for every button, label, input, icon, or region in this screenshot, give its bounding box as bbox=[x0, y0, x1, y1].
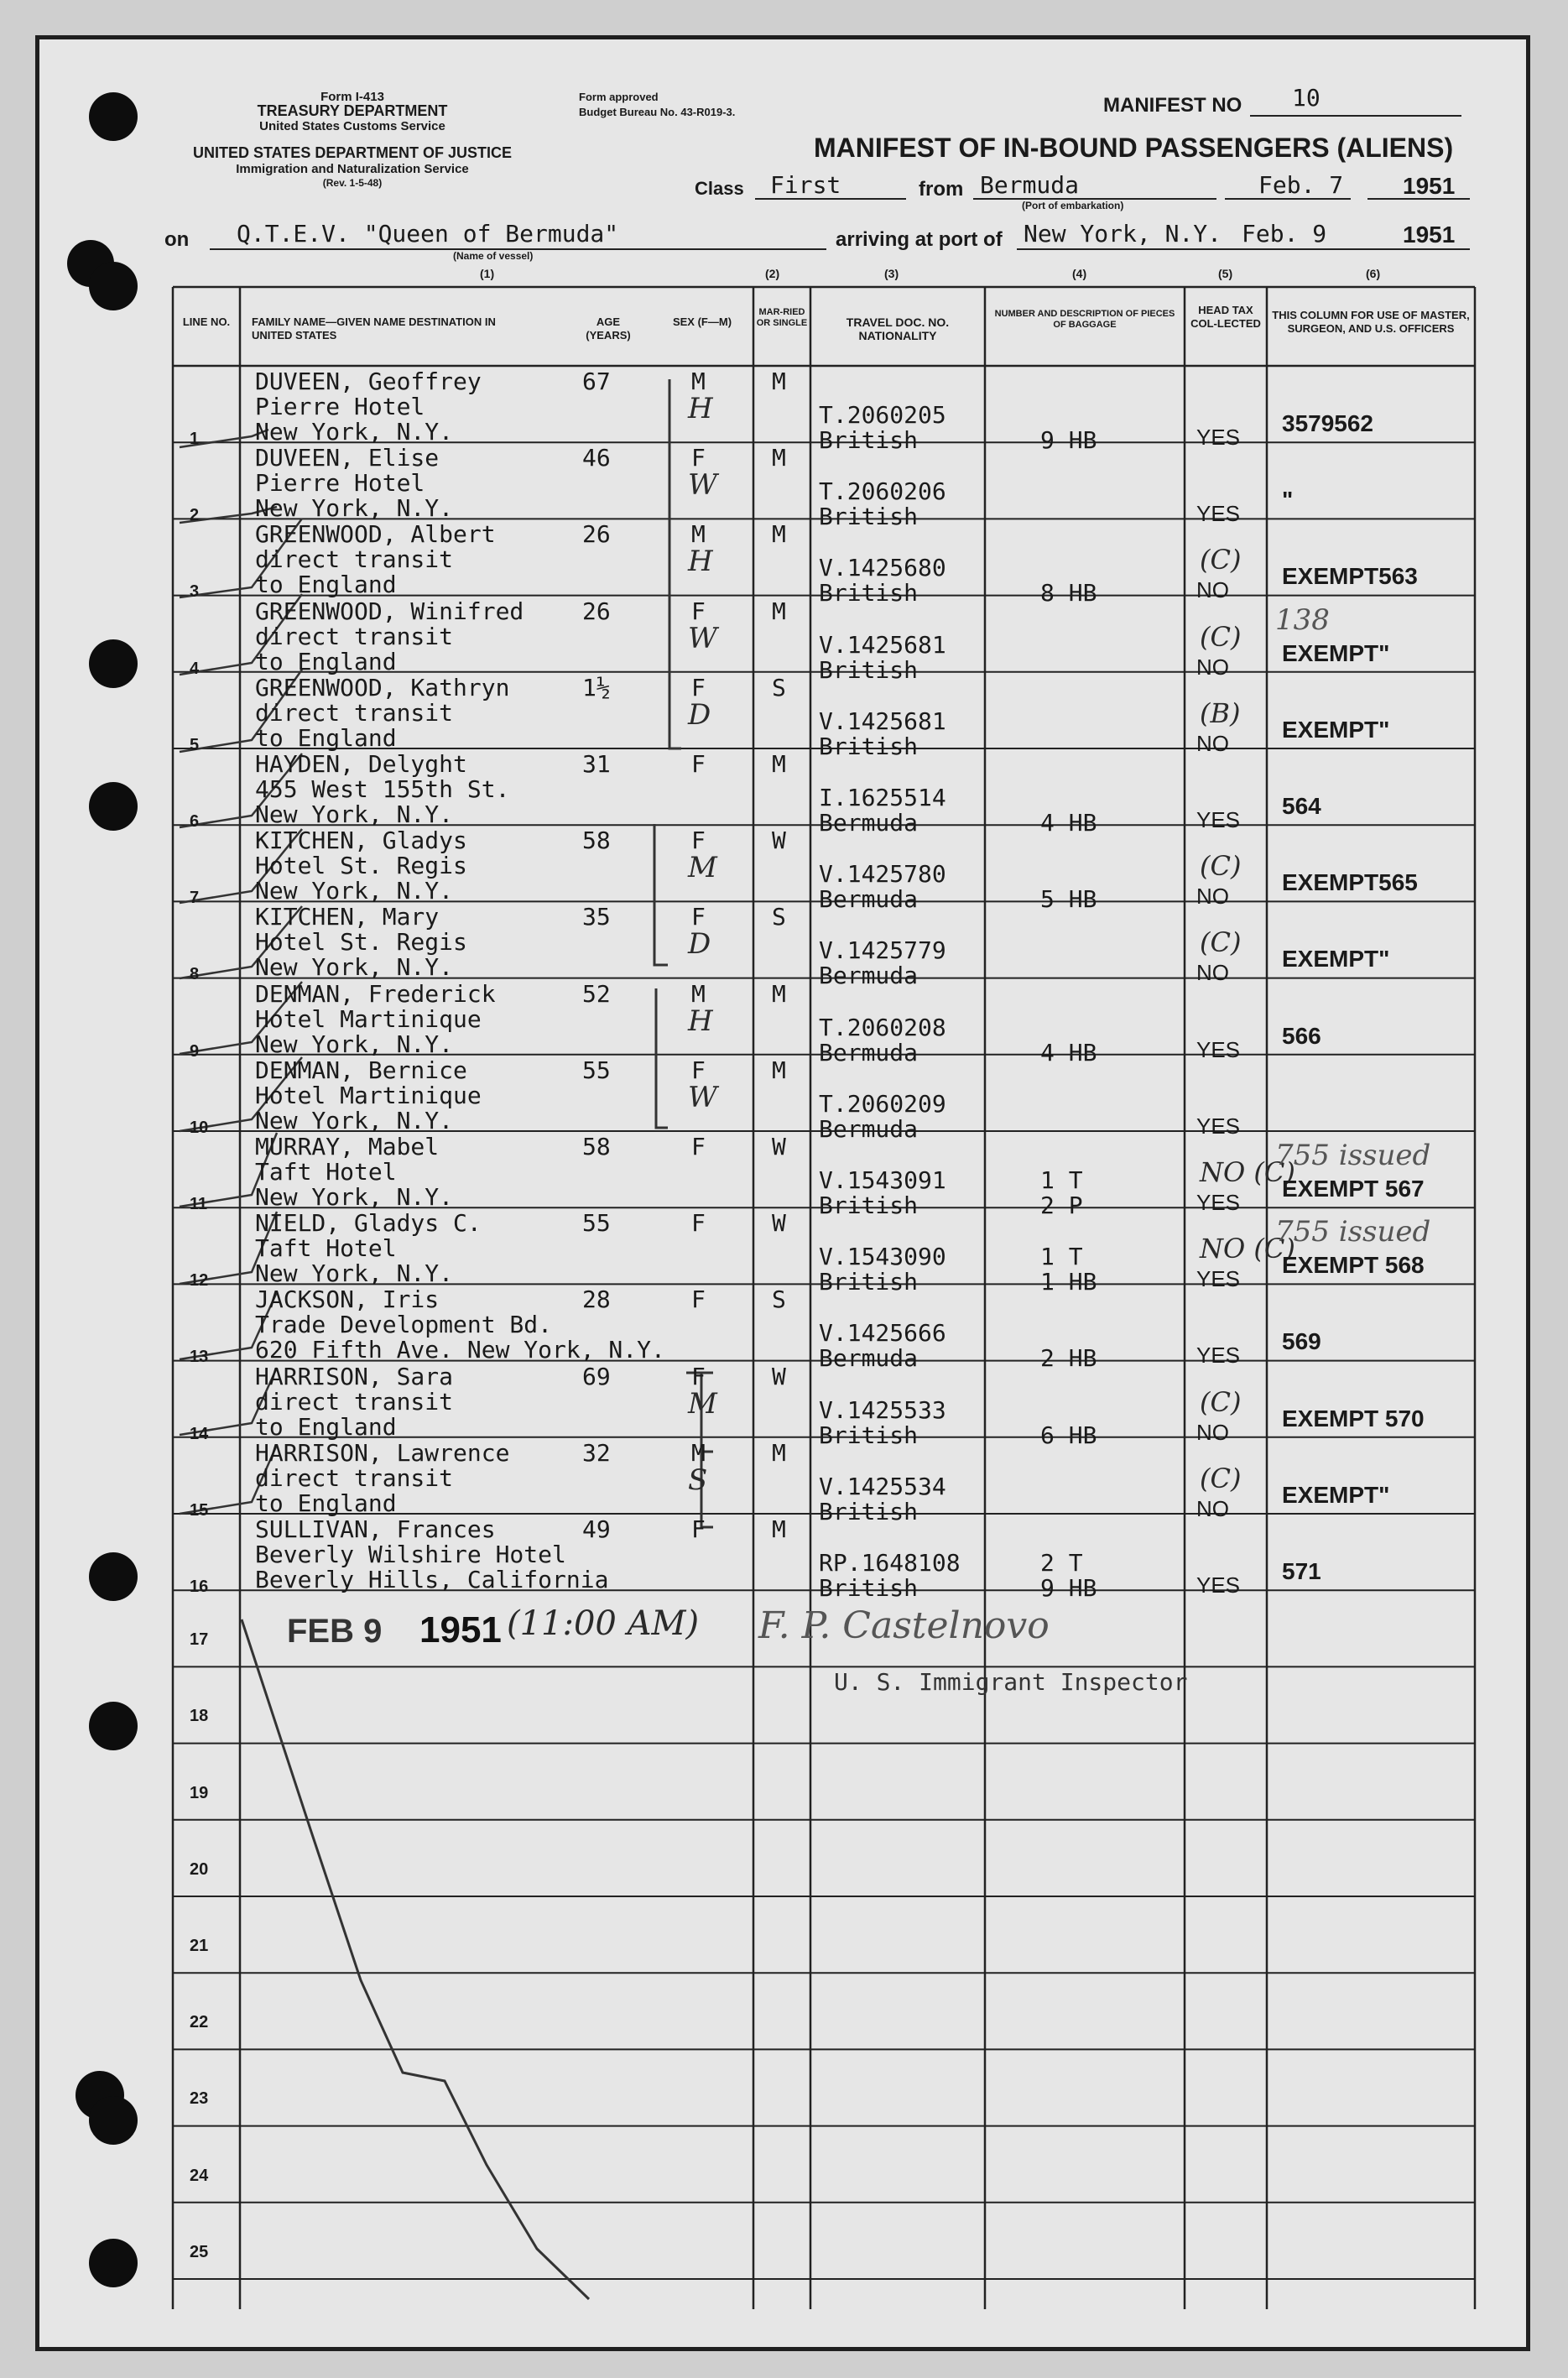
nationality: British bbox=[819, 426, 919, 454]
col-num-5: (5) bbox=[1218, 267, 1233, 280]
col-header-baggage: NUMBER AND DESCRIPTION OF PIECES OF BAGGAGE bbox=[994, 309, 1175, 330]
passenger-age: 1½ bbox=[582, 673, 611, 701]
passenger-sex-annotation: M bbox=[688, 1386, 717, 1421]
passenger-destination-city: New York, N.Y. bbox=[255, 1030, 454, 1058]
empty-line-number: 18 bbox=[190, 1707, 209, 1726]
line-number: 10 bbox=[190, 1118, 209, 1137]
passenger-name: HARRISON, Lawrence bbox=[255, 1438, 510, 1467]
passenger-age: 58 bbox=[582, 1133, 611, 1160]
nationality: Bermuda bbox=[819, 885, 919, 914]
passenger-sex-annotation: W bbox=[688, 621, 717, 655]
revision: (Rev. 1-5-48) bbox=[322, 177, 383, 189]
passenger-name: JACKSON, Iris bbox=[255, 1285, 440, 1314]
head-tax-annotation: (C) bbox=[1200, 1385, 1242, 1418]
travel-doc-number: V.1425681 bbox=[819, 630, 946, 659]
class-value: First bbox=[770, 171, 841, 199]
travel-doc-number: T.2060208 bbox=[819, 1013, 946, 1041]
form-number: Form I-413 bbox=[320, 90, 384, 104]
col-header-name: FAMILY NAME—GIVEN NAME DESTINATION IN UNITED STATES bbox=[252, 316, 496, 342]
passenger-age: 28 bbox=[582, 1285, 611, 1314]
baggage-line-2: 5 HB bbox=[1040, 885, 1097, 914]
head-tax-annotation: (B) bbox=[1200, 696, 1241, 729]
marital-status: M bbox=[772, 597, 786, 625]
empty-line-number: 17 bbox=[190, 1630, 209, 1650]
travel-doc-number: V.1543091 bbox=[819, 1166, 946, 1194]
officer-column-entry: " bbox=[1282, 487, 1294, 514]
marital-status: M bbox=[772, 1438, 786, 1467]
passenger-destination-city: Beverly Hills, California bbox=[255, 1566, 609, 1593]
passenger-sex: F bbox=[691, 827, 706, 855]
head-tax-collected: NO bbox=[1196, 960, 1229, 986]
passenger-sex-annotation: M bbox=[688, 851, 717, 885]
officer-column-entry: 571 bbox=[1282, 1558, 1321, 1584]
head-tax-collected: NO bbox=[1196, 654, 1229, 680]
passenger-name: HAYDEN, Delyght bbox=[255, 750, 467, 778]
passenger-sex-annotation: S bbox=[688, 1463, 708, 1497]
nationality: British bbox=[819, 1574, 919, 1602]
passenger-name: DENMAN, Frederick bbox=[255, 979, 496, 1008]
passenger-destination-city: New York, N.Y. bbox=[255, 1183, 454, 1211]
officer-column-entry: EXEMPT" bbox=[1282, 639, 1390, 666]
baggage-line-2: 8 HB bbox=[1040, 579, 1097, 608]
passenger-age: 55 bbox=[582, 1209, 611, 1238]
baggage-line-2: 6 HB bbox=[1040, 1421, 1097, 1449]
nationality: British bbox=[819, 1421, 919, 1449]
form-approved: Form approved bbox=[579, 91, 659, 103]
officer-column-entry: EXEMPT" bbox=[1282, 716, 1390, 743]
passenger-destination: Pierre Hotel bbox=[255, 393, 425, 420]
class-label: Class bbox=[695, 178, 744, 199]
travel-doc-number: T.2060209 bbox=[819, 1089, 946, 1118]
line-number: 5 bbox=[190, 735, 200, 754]
passenger-sex: F bbox=[691, 1209, 706, 1238]
arrival-date: Feb. 9 bbox=[1242, 220, 1327, 248]
empty-line-number: 22 bbox=[190, 2013, 209, 2032]
head-tax-collected: NO bbox=[1196, 1419, 1229, 1445]
treasury-dept: TREASURY DEPARTMENT bbox=[257, 102, 448, 119]
travel-doc-number: V.1425780 bbox=[819, 860, 946, 889]
marital-status: M bbox=[772, 444, 786, 472]
passenger-sex: F bbox=[691, 1515, 706, 1543]
baggage-line-2: 9 HB bbox=[1040, 1574, 1097, 1602]
col-header-officers: THIS COLUMN FOR USE OF MASTER, SURGEON, AND U.S. OFFICERS bbox=[1272, 309, 1470, 335]
officer-column-entry: EXEMPT" bbox=[1282, 946, 1390, 973]
passenger-name: KITCHEN, Gladys bbox=[255, 827, 467, 855]
nationality: Bermuda bbox=[819, 1038, 919, 1066]
empty-line-number: 20 bbox=[190, 1859, 209, 1879]
passenger-sex: F bbox=[691, 597, 706, 625]
arrival-port: New York, N.Y. bbox=[1024, 220, 1222, 248]
passenger-sex-annotation: D bbox=[688, 697, 711, 732]
baggage-line-1: 2 T bbox=[1040, 1549, 1083, 1577]
depart-year: 1951 bbox=[1403, 173, 1456, 199]
passenger-destination: 455 West 155th St. bbox=[255, 775, 510, 803]
passenger-destination: Hotel Martinique bbox=[255, 1081, 482, 1109]
passenger-sex: F bbox=[691, 1362, 706, 1390]
passenger-sex-annotation: H bbox=[688, 392, 713, 425]
manifest-no-label: MANIFEST NO bbox=[1103, 94, 1242, 117]
line-number: 8 bbox=[190, 965, 200, 984]
officer-note: 138 bbox=[1275, 602, 1330, 637]
passenger-name: HARRISON, Sara bbox=[255, 1362, 454, 1390]
head-tax-collected: YES bbox=[1196, 501, 1241, 527]
passenger-destination-city: to England bbox=[255, 1412, 397, 1441]
nationality: British bbox=[819, 579, 919, 608]
empty-line-number: 23 bbox=[190, 2089, 209, 2109]
passenger-destination-city: New York, N.Y. bbox=[255, 494, 454, 523]
nationality: British bbox=[819, 503, 919, 531]
head-tax-collected: YES bbox=[1196, 1036, 1241, 1062]
justice-dept: UNITED STATES DEPARTMENT OF JUSTICE bbox=[192, 144, 512, 161]
depart-date: Feb. 7 bbox=[1258, 171, 1344, 199]
head-tax-annotation: (C) bbox=[1200, 926, 1242, 959]
col-num-4: (4) bbox=[1072, 267, 1087, 280]
from-label: from bbox=[919, 178, 964, 201]
baggage-line-2: 1 HB bbox=[1040, 1268, 1097, 1296]
passenger-age: 26 bbox=[582, 520, 611, 549]
passenger-destination: direct transit bbox=[255, 622, 454, 650]
head-tax-collected: YES bbox=[1196, 1572, 1241, 1598]
marital-status: M bbox=[772, 979, 786, 1008]
passenger-sex-annotation: H bbox=[688, 545, 713, 579]
empty-line-number: 25 bbox=[190, 2242, 209, 2261]
passenger-destination-city: New York, N.Y. bbox=[255, 418, 454, 446]
line-number: 12 bbox=[190, 1271, 209, 1291]
nationality: British bbox=[819, 732, 919, 760]
passenger-destination: Hotel St. Regis bbox=[255, 852, 467, 880]
passenger-sex: M bbox=[691, 520, 706, 549]
passenger-sex: F bbox=[691, 1133, 706, 1160]
line-number: 9 bbox=[190, 1041, 200, 1061]
marital-status: M bbox=[772, 750, 786, 778]
nationality: British bbox=[819, 1497, 919, 1525]
passenger-sex: F bbox=[691, 750, 706, 778]
travel-doc-number: V.1543090 bbox=[819, 1243, 946, 1271]
baggage-line-2: 2 P bbox=[1040, 1192, 1083, 1219]
passenger-age: 67 bbox=[582, 368, 611, 395]
passenger-age: 31 bbox=[582, 750, 611, 778]
passenger-destination: direct transit bbox=[255, 1387, 454, 1416]
passenger-sex-annotation: W bbox=[688, 1080, 717, 1114]
passenger-name: KITCHEN, Mary bbox=[255, 903, 440, 931]
line-number: 16 bbox=[190, 1578, 209, 1596]
passenger-destination-city: to England bbox=[255, 723, 397, 752]
nationality: British bbox=[819, 655, 919, 684]
nationality: Bermuda bbox=[819, 809, 919, 837]
head-tax-collected: NO bbox=[1196, 884, 1229, 910]
empty-line-number: 24 bbox=[190, 2166, 209, 2185]
passenger-sex-annotation: H bbox=[688, 1004, 713, 1038]
col-num-3: (3) bbox=[884, 267, 899, 280]
passenger-destination: Hotel Martinique bbox=[255, 1004, 482, 1033]
officer-column-entry: EXEMPT563 bbox=[1282, 563, 1418, 590]
passenger-destination: Pierre Hotel bbox=[255, 469, 425, 498]
marital-status: S bbox=[772, 673, 786, 701]
passenger-destination: direct transit bbox=[255, 545, 454, 574]
line-number: 1 bbox=[190, 430, 200, 448]
col-num-1: (1) bbox=[480, 267, 495, 280]
head-tax-collected: NO bbox=[1196, 1495, 1229, 1521]
passenger-sex: M bbox=[691, 368, 706, 395]
head-tax-collected: NO bbox=[1196, 730, 1229, 756]
travel-doc-number: T.2060206 bbox=[819, 477, 946, 506]
officer-column-entry: 564 bbox=[1282, 793, 1321, 819]
passenger-age: 58 bbox=[582, 827, 611, 855]
line-number: 3 bbox=[190, 582, 200, 602]
passenger-age: 69 bbox=[582, 1362, 611, 1390]
head-tax-collected: NO bbox=[1196, 577, 1229, 603]
baggage-line-1: 1 T bbox=[1040, 1243, 1083, 1271]
stamp-time: (11:00 AM) bbox=[507, 1604, 700, 1643]
passenger-name: GREENWOOD, Albert bbox=[255, 520, 496, 549]
line-number: 14 bbox=[190, 1424, 209, 1443]
officer-column-entry: EXEMPT565 bbox=[1282, 869, 1418, 896]
passenger-sex: F bbox=[691, 673, 706, 701]
nationality: Bermuda bbox=[819, 1344, 919, 1373]
marital-status: W bbox=[772, 1362, 786, 1390]
travel-doc-number: T.2060205 bbox=[819, 401, 946, 429]
travel-doc-number: V.1425779 bbox=[819, 936, 946, 965]
nationality: British bbox=[819, 1192, 919, 1219]
passenger-destination-city: to England bbox=[255, 571, 397, 599]
passenger-destination-city: New York, N.Y. bbox=[255, 877, 454, 905]
manifest-no-value: 10 bbox=[1292, 84, 1321, 112]
passenger-sex: F bbox=[691, 444, 706, 472]
marital-status: W bbox=[772, 1209, 786, 1238]
vessel-note: (Name of vessel) bbox=[453, 250, 534, 262]
marital-status: W bbox=[772, 827, 786, 855]
passenger-sex-annotation: W bbox=[688, 468, 717, 503]
inspector-title: U. S. Immigrant Inspector bbox=[834, 1668, 1188, 1696]
baggage-line-1: 1 T bbox=[1040, 1166, 1083, 1194]
officer-note: 755 issued bbox=[1275, 1139, 1431, 1172]
head-tax-annotation: (C) bbox=[1200, 850, 1242, 883]
head-tax-collected: YES bbox=[1196, 1190, 1241, 1215]
line-number: 11 bbox=[190, 1195, 208, 1213]
passenger-age: 46 bbox=[582, 444, 611, 472]
date-stamp-year: 1951 bbox=[419, 1609, 502, 1651]
officer-column-entry: EXEMPT 570 bbox=[1282, 1405, 1425, 1431]
marital-status: W bbox=[772, 1133, 786, 1160]
col-header-line-no: LINE NO. bbox=[182, 316, 231, 328]
head-tax-collected: YES bbox=[1196, 807, 1241, 832]
passenger-age: 35 bbox=[582, 903, 611, 931]
head-tax-collected: YES bbox=[1196, 1266, 1241, 1292]
budget-bureau: Budget Bureau No. 43-R019-3. bbox=[579, 106, 736, 118]
line-number: 15 bbox=[190, 1500, 209, 1520]
nationality: Bermuda bbox=[819, 962, 919, 990]
empty-line-number: 19 bbox=[190, 1783, 209, 1802]
passenger-name: DUVEEN, Geoffrey bbox=[255, 368, 482, 395]
passenger-destination: Trade Development Bd. bbox=[255, 1311, 553, 1339]
col-header-married: MAR-RIED OR SINGLE bbox=[756, 307, 808, 328]
head-tax-annotation: NO (C) bbox=[1200, 1156, 1295, 1188]
head-tax-collected: YES bbox=[1196, 1343, 1241, 1369]
col-header-head-tax: HEAD TAX COL-LECTED bbox=[1190, 304, 1261, 330]
passenger-age: 26 bbox=[582, 597, 611, 625]
head-tax-annotation: NO (C) bbox=[1200, 1233, 1295, 1265]
head-tax-collected: YES bbox=[1196, 1113, 1241, 1139]
travel-doc-number: V.1425681 bbox=[819, 707, 946, 735]
officer-column-entry: EXEMPT 567 bbox=[1282, 1176, 1425, 1202]
officer-column-entry: 3579562 bbox=[1282, 410, 1374, 436]
passenger-destination-city: New York, N.Y. bbox=[255, 1106, 454, 1134]
marital-status: S bbox=[772, 903, 786, 931]
empty-line-number: 21 bbox=[190, 1937, 209, 1955]
baggage-line-2: 4 HB bbox=[1040, 809, 1097, 837]
passenger-destination-city: New York, N.Y. bbox=[255, 800, 454, 828]
travel-doc-number: RP.1648108 bbox=[819, 1549, 961, 1577]
line-number: 2 bbox=[190, 506, 200, 525]
baggage-line-2: 9 HB bbox=[1040, 426, 1097, 454]
passenger-sex: F bbox=[691, 1056, 706, 1084]
passenger-destination-city: New York, N.Y. bbox=[255, 953, 454, 982]
arrival-year: 1951 bbox=[1403, 222, 1456, 248]
nationality: British bbox=[819, 1268, 919, 1296]
arriving-label: arriving at port of bbox=[836, 228, 1003, 251]
officer-column-entry: 566 bbox=[1282, 1022, 1321, 1049]
officer-note: 755 issued bbox=[1275, 1215, 1431, 1249]
col-num-6: (6) bbox=[1366, 267, 1381, 280]
officer-column-entry: 569 bbox=[1282, 1328, 1321, 1355]
passenger-destination: direct transit bbox=[255, 1463, 454, 1492]
head-tax-annotation: (C) bbox=[1200, 1462, 1242, 1494]
customs-service: United States Customs Service bbox=[259, 119, 445, 133]
passenger-name: GREENWOOD, Kathryn bbox=[255, 673, 510, 701]
marital-status: M bbox=[772, 520, 786, 549]
passenger-destination-city: to England bbox=[255, 1489, 397, 1517]
passenger-destination: direct transit bbox=[255, 698, 454, 727]
ins-service: Immigration and Naturalization Service bbox=[236, 162, 469, 176]
passenger-destination: Taft Hotel bbox=[255, 1234, 397, 1263]
passenger-name: GREENWOOD, Winifred bbox=[255, 597, 524, 625]
line-number: 13 bbox=[190, 1348, 209, 1367]
head-tax-annotation: (C) bbox=[1200, 544, 1242, 576]
travel-doc-number: V.1425533 bbox=[819, 1395, 946, 1424]
nationality: Bermuda bbox=[819, 1114, 919, 1143]
passenger-name: DUVEEN, Elise bbox=[255, 444, 440, 472]
head-tax-annotation: (C) bbox=[1200, 620, 1242, 653]
col-header-age: AGE (YEARS) bbox=[586, 316, 631, 342]
passenger-sex-annotation: D bbox=[688, 927, 711, 962]
passenger-destination-city: New York, N.Y. bbox=[255, 1259, 454, 1288]
passenger-age: 32 bbox=[582, 1438, 611, 1467]
baggage-line-2: 2 HB bbox=[1040, 1344, 1097, 1373]
travel-doc-number: V.1425680 bbox=[819, 554, 946, 582]
passenger-destination: Taft Hotel bbox=[255, 1158, 397, 1186]
on-label: on bbox=[164, 228, 190, 251]
line-number: 7 bbox=[190, 889, 200, 908]
marital-status: M bbox=[772, 1056, 786, 1084]
vessel-value: Q.T.E.V. "Queen of Bermuda" bbox=[237, 220, 619, 248]
line-number: 6 bbox=[190, 812, 200, 831]
col-header-travel-doc: TRAVEL DOC. NO. NATIONALITY bbox=[846, 316, 950, 342]
date-stamp: FEB 9 bbox=[287, 1613, 383, 1650]
head-tax-collected: YES bbox=[1196, 425, 1241, 450]
col-header-sex: SEX (F—M) bbox=[672, 316, 732, 328]
passenger-destination: Beverly Wilshire Hotel bbox=[255, 1541, 566, 1568]
inspector-signature: F. P. Castelnovo bbox=[758, 1604, 1050, 1647]
port-note: (Port of embarkation) bbox=[1022, 200, 1124, 211]
travel-doc-number: V.1425666 bbox=[819, 1319, 946, 1348]
passenger-destination-city: 620 Fifth Ave. New York, N.Y. bbox=[255, 1336, 665, 1364]
officer-column-entry: EXEMPT 568 bbox=[1282, 1252, 1425, 1279]
passenger-sex: M bbox=[691, 1438, 706, 1467]
passenger-name: DENMAN, Bernice bbox=[255, 1056, 467, 1084]
passenger-destination: Hotel St. Regis bbox=[255, 928, 467, 957]
manifest-title: MANIFEST OF IN-BOUND PASSENGERS (ALIENS) bbox=[814, 133, 1454, 163]
passenger-age: 55 bbox=[582, 1056, 611, 1084]
col-num-2: (2) bbox=[765, 267, 780, 280]
travel-doc-number: V.1425534 bbox=[819, 1472, 946, 1500]
passenger-age: 49 bbox=[582, 1515, 611, 1543]
passenger-name: SULLIVAN, Frances bbox=[255, 1515, 496, 1543]
marital-status: M bbox=[772, 1515, 786, 1543]
passenger-destination-city: to England bbox=[255, 647, 397, 675]
line-number: 4 bbox=[190, 659, 200, 678]
baggage-line-2: 4 HB bbox=[1040, 1038, 1097, 1066]
travel-doc-number: I.1625514 bbox=[819, 784, 946, 811]
passenger-age: 52 bbox=[582, 979, 611, 1008]
passenger-name: NIELD, Gladys C. bbox=[255, 1209, 482, 1238]
passenger-sex: F bbox=[691, 1285, 706, 1314]
officer-column-entry: EXEMPT" bbox=[1282, 1481, 1390, 1508]
passenger-sex: F bbox=[691, 903, 706, 931]
marital-status: S bbox=[772, 1285, 786, 1314]
passenger-name: MURRAY, Mabel bbox=[255, 1133, 440, 1160]
from-value: Bermuda bbox=[980, 171, 1080, 199]
marital-status: M bbox=[772, 368, 786, 395]
passenger-sex: M bbox=[691, 979, 706, 1008]
